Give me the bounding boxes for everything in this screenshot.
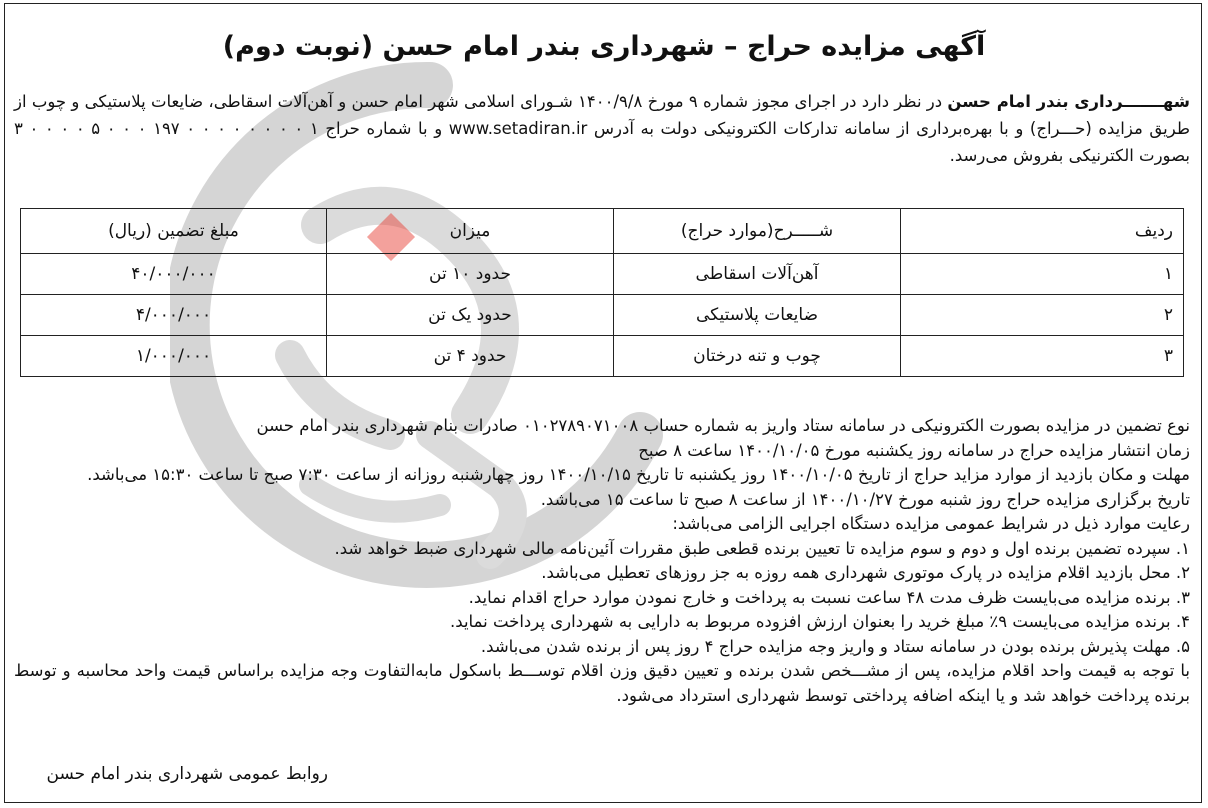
header-amount: میزان [327, 209, 614, 254]
closing-paragraph: با توجه به قیمت واحد اقلام مزایده، پس از مشـــخص شدن برنده و تعیین دقیق وزن اقلام توســـط باسکول مابه‌التفاوت وجه مزایده براساس قیمت واحد محاسبه و توسط برنده پرداخت خواهد شد و یا اینکه اضافه پرداختی توسط شهرداری استرداد می‌شود. [14, 661, 1190, 705]
intro-paragraph [14, 88, 1190, 169]
auction-items-table [20, 208, 1184, 377]
cell-amount: حدود ۱۰ تن [327, 254, 614, 295]
intro-text: در نظر دارد در اجرای مجوز شماره ۹ مورخ ۱۴۰۰/۹/۸ شـورای اسلامی شهر امام حسن و آهن‌آلات اسقاطی، ضایعات پلاستیکی و چوب از طریق مزایده (حـــراج) و با بهره‌برداری از سامانه تدارکات الکترونیکی دولت به آدرس www.setadiran.ir و با شماره حراج ۱ ۰ ۰ ۰ ۰ ۰ ۰ ۰ ۰ ۱۹۷ ۰ ۰ ۰ ۵ ۰ ۰ ۰ ۰ ۳ بصورت الکترنیکی بفروش می‌رسد. [14, 92, 1190, 165]
condition-item: ۳. برنده مزایده می‌بایست ظرف مدت ۴۸ ساعت نسبت به پرداخت و خارج نمودن موارد حراج اقدام نماید. [468, 587, 1190, 607]
cell-row-number: ۱ [901, 254, 1184, 295]
condition-item: ۵. مهلت پذیرش برنده بودن در سامانه ستاد و واریز وجه مزایده حراج ۴ روز پس از برنده شدن می‌باشد. [480, 636, 1190, 656]
cell-guarantee: ۱/۰۰۰/۰۰۰ [21, 336, 327, 377]
cell-row-number: ۳ [901, 336, 1184, 377]
header-guarantee: مبلغ تضمین (ریال) [21, 209, 327, 254]
table-row [21, 336, 1184, 377]
intro-lead: شهـــــــرداری بندر امام حسن [947, 92, 1190, 111]
condition-item: ۲. محل بازدید اقلام مزایده در پارک موتوری شهرداری همه روزه به جز روزهای تعطیل می‌باشد. [541, 563, 1190, 582]
condition-item: ۱. سپرده تضمین برنده اول و دوم و سوم مزایده تا تعیین برنده قطعی طبق مقررات آئین‌نامه مالی شهرداری ضبط خواهد شد. [334, 538, 1190, 558]
ad-title: آگهی مزایده حراج – شهرداری بندر امام حسن (نوبت دوم) [222, 31, 986, 62]
table-row [21, 254, 1184, 295]
auction-date-line: تاریخ برگزاری مزایده حراج روز شنبه مورخ ۱۴۰۰/۱۰/۲۷ از ساعت ۸ صبح تا ساعت ۱۵ می‌باشد. [540, 489, 1190, 509]
publish-time-line: زمان انتشار مزایده حراج در سامانه روز یکشنبه مورخ ۱۴۰۰/۱۰/۰۵ ساعت ۸ صبح [638, 440, 1190, 460]
guarantee-account-line: نوع تضمین در مزایده بصورت الکترونیکی در سامانه ستاد واریز به شماره حساب ۰۱۰۲۷۸۹۰۷۱۰۰۸ صادرات بنام شهرداری بندر امام حسن [256, 416, 1190, 435]
cell-row-number: ۲ [901, 295, 1184, 336]
condition-item: ۴. برنده مزایده می‌بایست ۹٪ مبلغ خرید را بعنوان ارزش افزوده مربوط به دارایی به شهرداری پرداخت نماید. [450, 612, 1190, 631]
conditions-heading: رعایت موارد ذیل در شرایط عمومی مزایده دستگاه اجرایی الزامی می‌باشد: [672, 514, 1190, 533]
cell-description: چوب و تنه درختان [614, 336, 901, 377]
public-relations-signature: روابط عمومی شهرداری بندر امام حسن [46, 764, 328, 784]
cell-amount: حدود ۴ تن [327, 336, 614, 377]
cell-description: ضایعات پلاستیکی [614, 295, 901, 336]
cell-amount: حدود یک تن [327, 295, 614, 336]
cell-guarantee: ۴/۰۰۰/۰۰۰ [21, 295, 327, 336]
table-header-row [21, 209, 1184, 254]
conditions-section [14, 414, 1190, 708]
header-description: شـــــرح(موارد حراج) [614, 209, 901, 254]
table-row [21, 295, 1184, 336]
visit-period-line: مهلت و مکان بازدید از موارد مزاید حراج از تاریخ ۱۴۰۰/۱۰/۰۵ روز یکشنبه تا تاریخ ۱۴۰۰/۱۰/۱۵ روز چهارشنبه روزانه از ساعت ۷:۳۰ صبح تا ساعت ۱۵:۳۰ می‌باشد. [87, 465, 1190, 484]
cell-guarantee: ۴۰/۰۰۰/۰۰۰ [21, 254, 327, 295]
header-row-number: ردیف [901, 209, 1184, 254]
cell-description: آهن‌آلات اسقاطی [614, 254, 901, 295]
